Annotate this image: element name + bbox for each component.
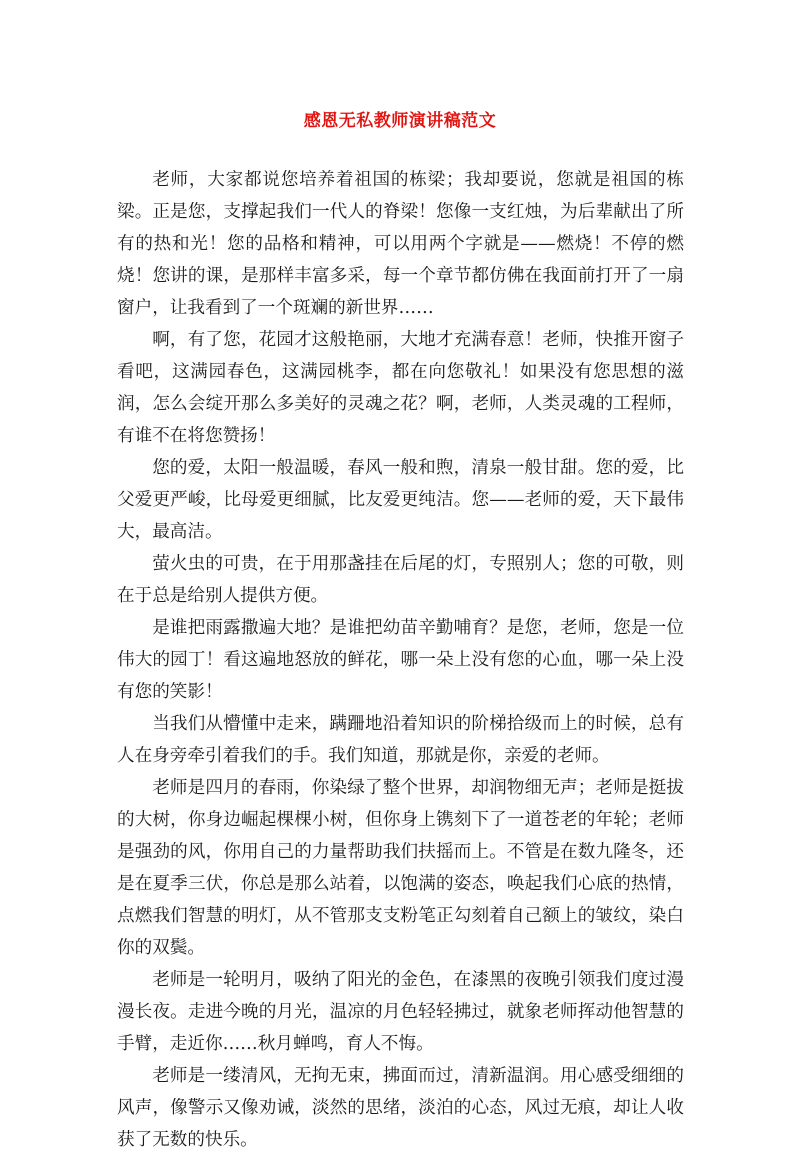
document-title: 感恩无私教师演讲稿范文 [303,111,497,131]
paragraph-7: 老师是四月的春雨，你染绿了整个世界，却润物细无声；老师是挺拔的大树，你身边崛起棵棵小树，但你身上镌刻下了一道苍老的年轮；老师是强劲的风，你用自己的力量帮助我们扶摇而上。不管是在数九隆冬，还是在夏季三伏，你总是那么站着，以饱满的姿态，唤起我们心底的热情，点燃我们智慧的明灯，从不管那支支粉笔正勾刻着自己额上的皱纹，染白你的双鬓。 [117,778,684,958]
paragraph-4: 萤火虫的可贵，在于用那盏挂在后尾的灯，专照别人；您的可敬，则在于总是给别人提供方便。 [117,554,684,606]
paragraph-2: 啊，有了您，花园才这般艳丽，大地才充满春意！老师，快推开窗子看吧，这满园春色，这满园桃李，都在向您敬礼！如果没有您思想的滋润，怎么会绽开那么多美好的灵魂之花？啊，老师，人类灵魂的工程师，有谁不在将您赞扬！ [117,330,684,446]
document-body [117,164,684,1156]
paragraph-9: 老师是一缕清风，无拘无束，拂面而过，清新温润。用心感受细细的风声，像警示又像劝诫，淡然的思绪，淡泊的心态，风过无痕，却让人收获了无数的快乐。 [117,1066,684,1150]
paragraph-8: 老师是一轮明月，吸纳了阳光的金色，在漆黑的夜晚引领我们度过漫漫长夜。走进今晚的月光，温凉的月色轻轻拂过，就象老师挥动他智慧的手臂，走近你……秋月蝉鸣，育人不悔。 [117,970,684,1054]
paragraph-3: 您的爱，太阳一般温暖，春风一般和煦，清泉一般甘甜。您的爱，比父爱更严峻，比母爱更细腻，比友爱更纯洁。您——老师的爱，天下最伟大，最高洁。 [117,458,684,542]
paragraph-6: 当我们从懵懂中走来，蹒跚地沿着知识的阶梯拾级而上的时候，总有人在身旁牵引着我们的手。我们知道，那就是你，亲爱的老师。 [117,714,684,766]
paragraph-1: 老师，大家都说您培养着祖国的栋梁；我却要说，您就是祖国的栋梁。正是您，支撑起我们一代人的脊梁！您像一支红烛，为后辈献出了所有的热和光！您的品格和精神，可以用两个字就是——燃烧！不停的燃烧！您讲的课，是那样丰富多采，每一个章节都仿佛在我面前打开了一扇窗户，让我看到了一个斑斓的新世界…… [117,170,684,318]
paragraph-5: 是谁把雨露撒遍大地？是谁把幼苗辛勤哺育？是您，老师，您是一位伟大的园丁！看这遍地怒放的鲜花，哪一朵上没有您的心血，哪一朵上没有您的笑影！ [117,618,684,702]
